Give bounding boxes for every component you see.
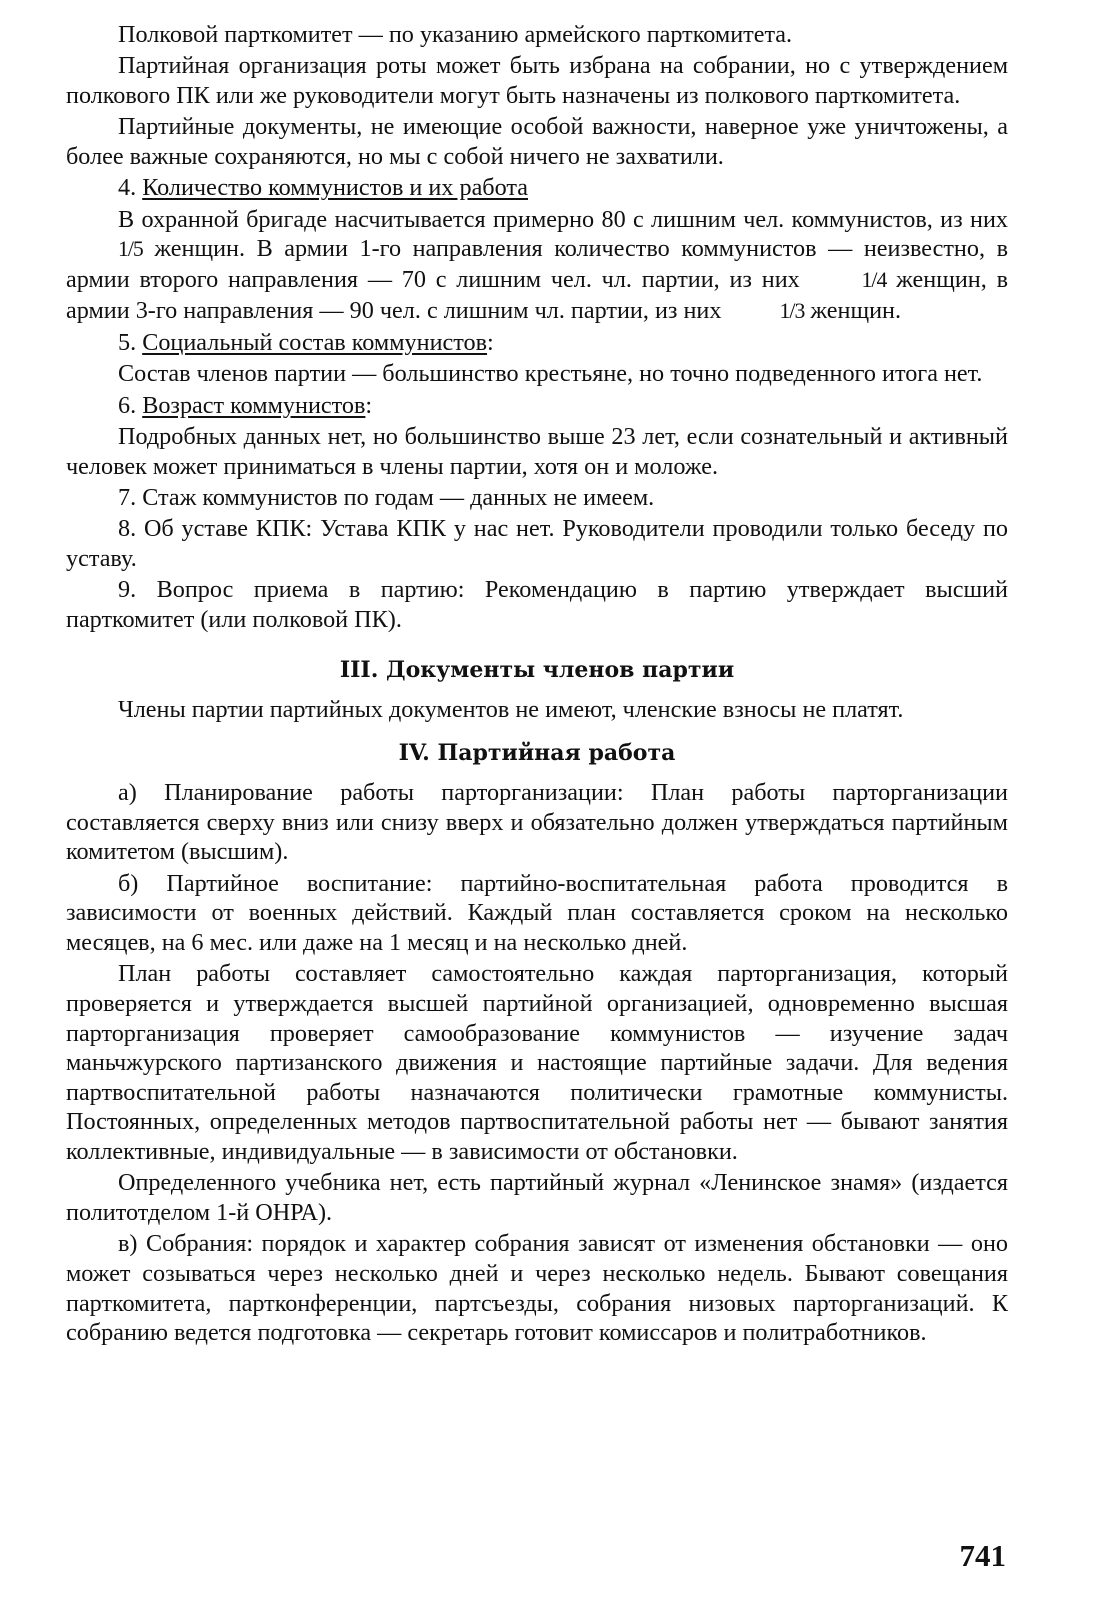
paragraph-social-composition: Состав членов партии — большинство крестьяне, но точно подведенного итога нет. (118, 360, 983, 388)
fraction-one-quarter: 1/4 (861, 267, 887, 292)
section-heading-documents: III. Документы членов партии (339, 656, 735, 683)
paragraph-company-organization: Партийная организация роты может быть избрана на собрании, но с утверждением полкового ПК или же руководители могут быть назначены из полкового парткомитета. (66, 52, 1008, 109)
paragraph-admission: 9. Вопрос приема в партию: Рекомендацию в партию утверждает высший парткомитет (или полковой ПК). (66, 576, 1008, 634)
paragraph-party-documents: Партийные документы, не имеющие особой важности, наверное уже уничтожены, а более важные сохраняются, но мы с собой ничего не захватили. (66, 113, 1008, 170)
paragraph-charter: 8. Об уставе КПК: Устава КПК у нас нет. Руководители проводили только беседу по уставу. (66, 515, 1008, 573)
page-number: 741 (959, 1538, 1006, 1573)
section-heading-party-work: IV. Партийная работа (398, 740, 676, 767)
text-run: женщин. В армии 1-го направления количество коммунистов — неизвестно, в армии второго направления — 70 с лишним чел. чл. партии, из них (66, 235, 1008, 293)
section-6-heading (66, 391, 1008, 421)
paragraph-communist-count (66, 205, 1008, 326)
section-6-colon: : (365, 391, 373, 419)
paragraph-work-plan: План работы составляет самостоятельно каждая парторганизация, который проверяется и утверждается высшей партийной организацией, одновременно высшая парторганизация проверяет самообразование коммунистов — изучение задач маньчжурского партизанского движения и настоящие партийные задачи. Для ведения партвоспитательной работы назначаются политически грамотные коммунисты. Постоянных, определенных методов партвоспитательной работы нет — бывают занятия коллективные, индивидуальные — в зависимости от обстановки. (66, 960, 1008, 1165)
paragraph-planning: а) Планирование работы парторганизации: План работы парторганизации составляется сверху вниз или снизу вверх и обязательно должен утверждаться партийным комитетом (высшим). (66, 779, 1008, 866)
paragraph-education: б) Партийное воспитание: партийно-воспитательная работа проводится в зависимости от военных действий. Каждый план составляется сроком на несколько месяцев, на 6 мес. или даже на 1 месяц и на несколько дней. (66, 869, 1008, 956)
section-5-heading (66, 328, 1008, 358)
section-4-heading (66, 173, 1008, 203)
paragraph-member-documents: Члены партии партийных документов не имеют, членские взносы не платят. (118, 695, 904, 723)
section-4-number: 4. (118, 174, 143, 202)
section-6-number: 6. (118, 391, 143, 419)
section-5-colon: : (487, 328, 494, 356)
text-run: женщин. (804, 296, 902, 324)
paragraph-age: Подробных данных нет, но большинство выше 23 лет, если сознательный и активный человек может приниматься в члены партии, хотя он и моложе. (66, 423, 1008, 480)
paragraph-textbook: Определенного учебника нет, есть партийный журнал «Ленинское знамя» (издается политотделом 1-й ОНРА). (66, 1169, 1008, 1226)
paragraph-meetings: в) Собрания: порядок и характер собрания зависят от изменения обстановки — оно может созываться через несколько дней и через несколько недель. Бывают совещания парткомитета, партконференции, партсъезды, собрания низовых парторганизаций. К собранию ведется подготовка — секретарь готовит комиссаров и политработников. (66, 1230, 1008, 1347)
fraction-one-third: 1/3 (779, 298, 805, 323)
text-run: женщин, в армии 3-го направления — 90 чел. с лишним чл. партии, из них (66, 265, 1008, 324)
document-page (66, 20, 1008, 1350)
paragraph-seniority: 7. Стаж коммунистов по годам — данных не имеем. (118, 484, 655, 512)
text-run: В охранной бригаде насчитывается примерно 80 с лишним чел. коммунистов, из них (118, 205, 1008, 233)
section-5-number: 5. (118, 328, 143, 356)
section-4-title: Количество коммунистов и их работа (142, 174, 528, 202)
paragraph-regimental-committee: Полковой парткомитет — по указанию армейского парткомитета. (118, 21, 793, 48)
section-5-title: Социальный состав коммунистов (142, 328, 488, 356)
fraction-one-fifth: 1/5 (118, 237, 143, 262)
section-6-title: Возраст коммунистов (142, 391, 366, 419)
